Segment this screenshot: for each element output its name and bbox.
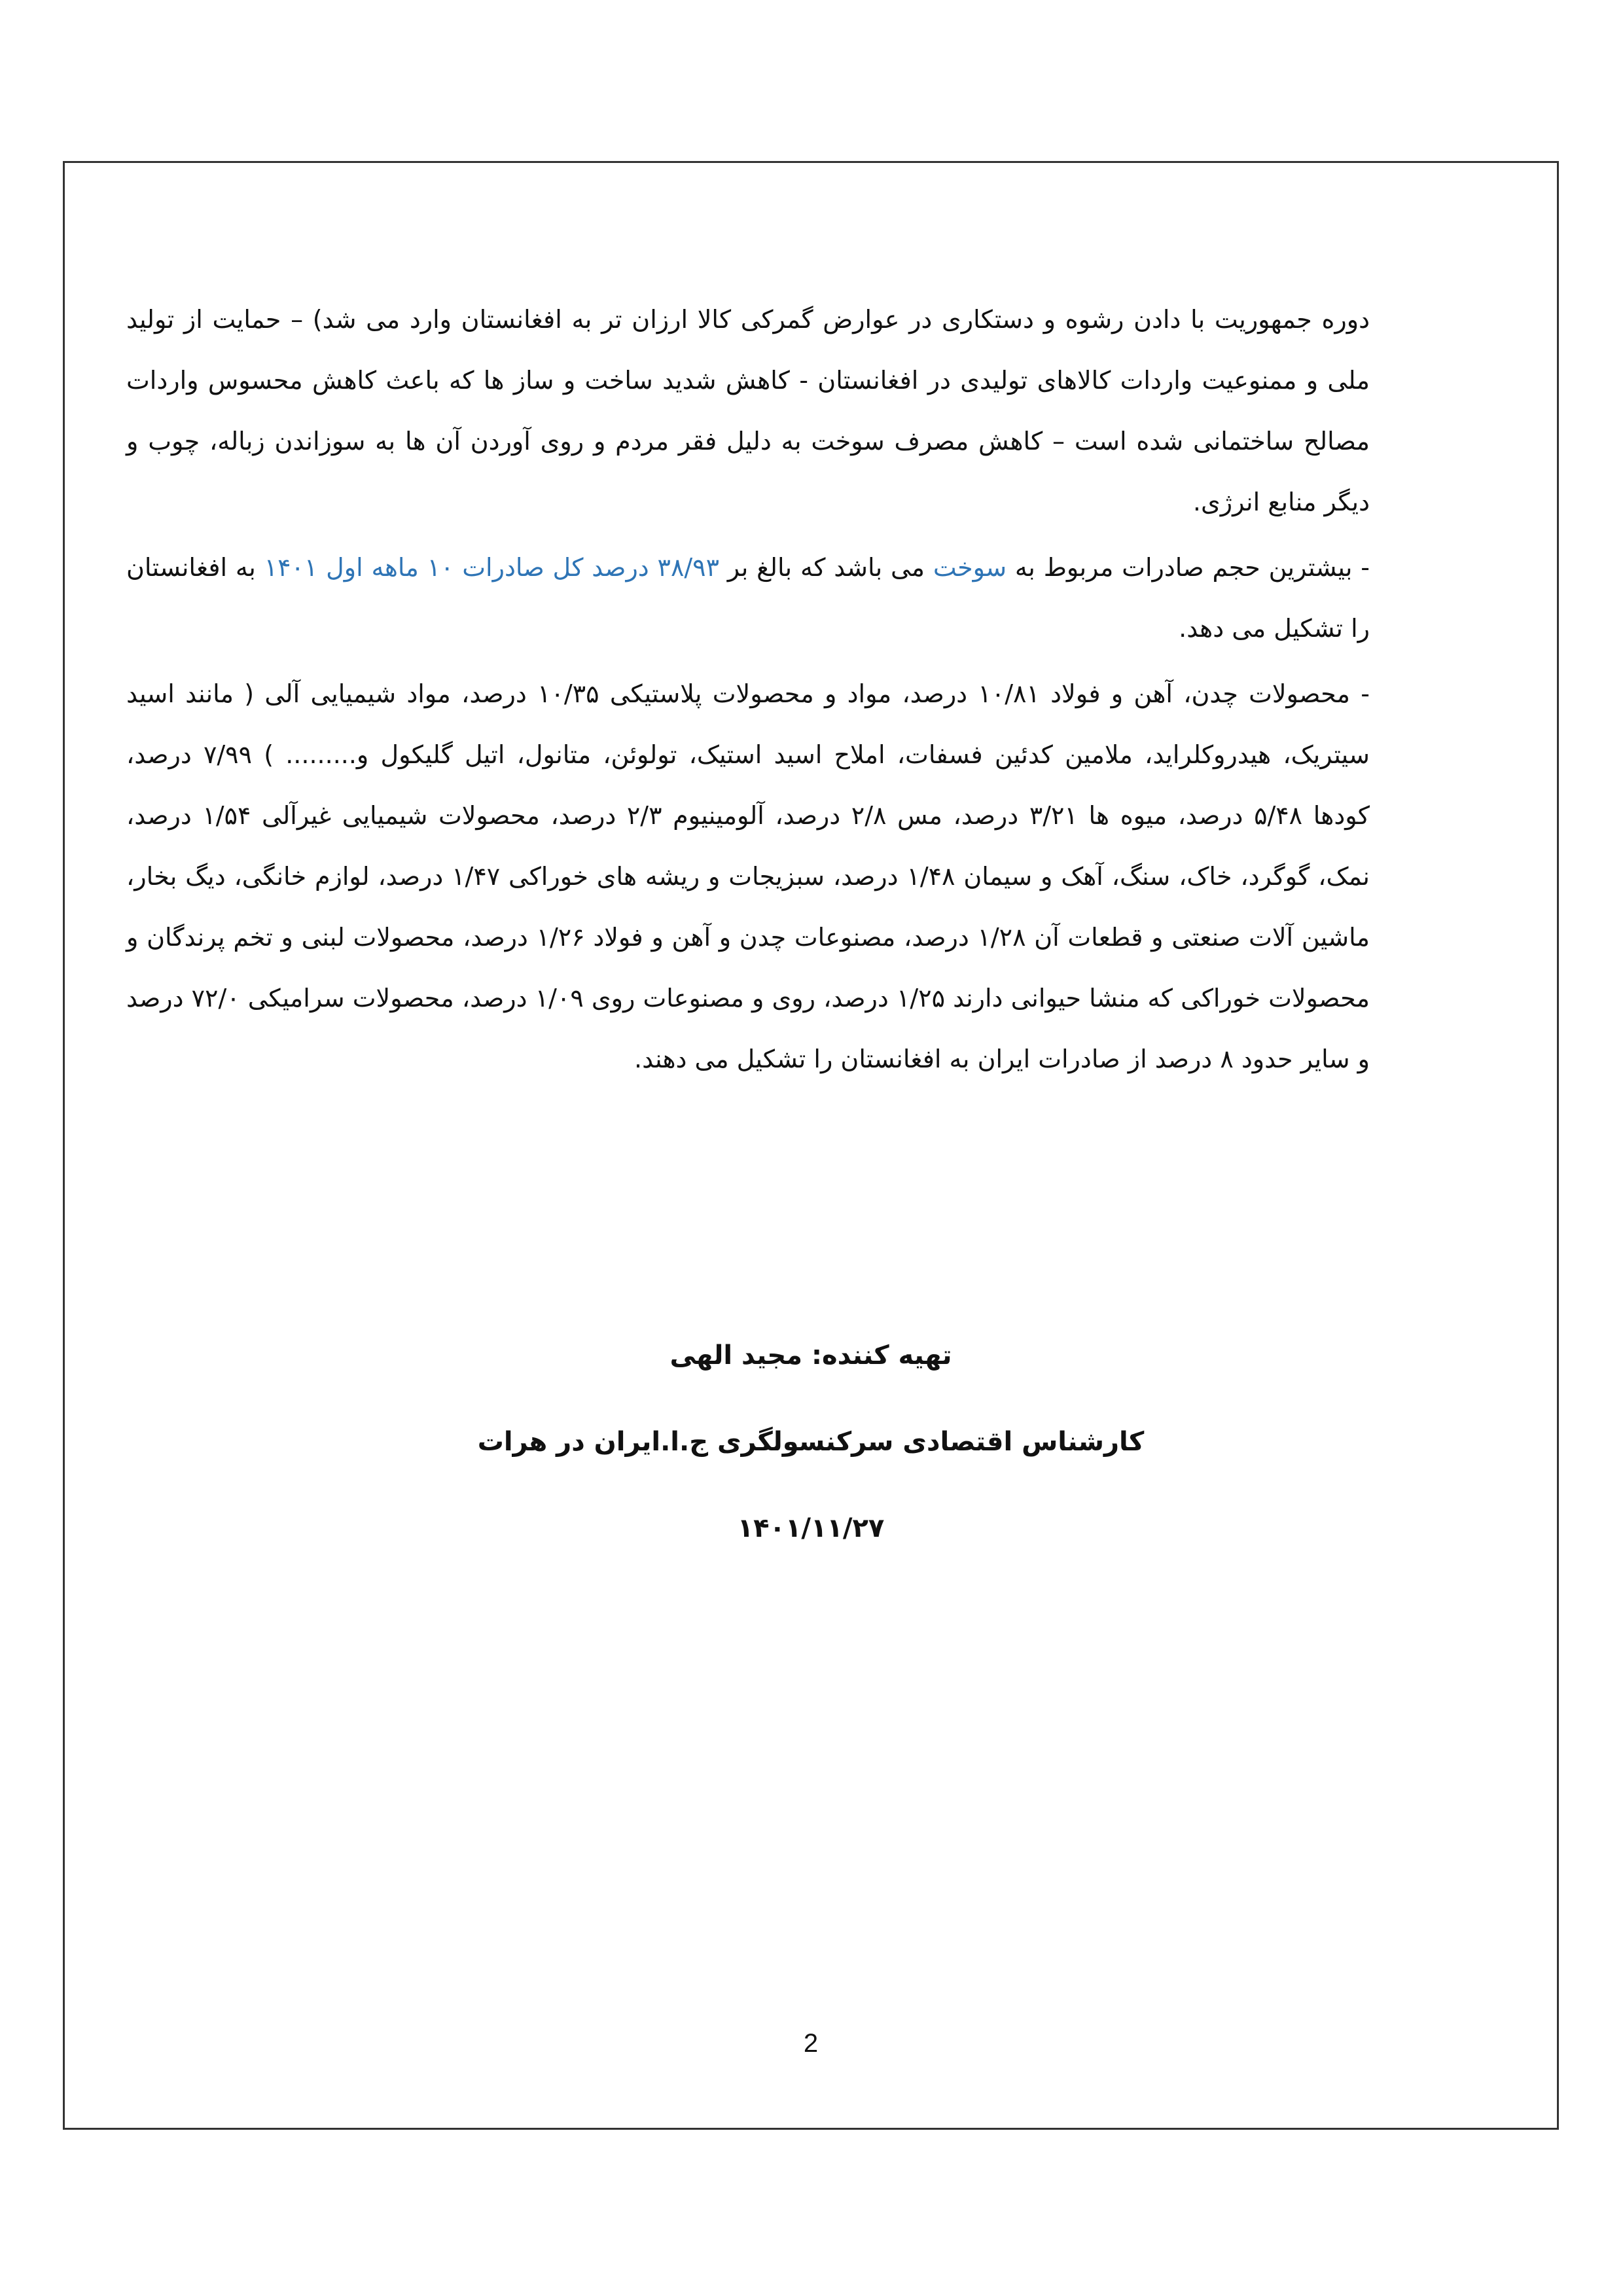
paragraph-product-shares: - محصولات چدن، آهن و فولاد ۱۰/۸۱ درصد، مواد و محصولات پلاستیکی ۱۰/۳۵ درصد، مواد شیمیایی آلی ( مانند اسید سیتریک، هیدروکلراید، ملامین کدئین فسفات، املاح اسید استیک، تولوئن، متانول، اتیل گلیکول و......... ) ۷/۹۹ درصد، کودها ۵/۴۸ درصد، میوه ها ۳/۲۱ درصد، مس ۲/۸ درصد، آلومینیوم ۲/۳ درصد، محصولات شیمیایی غیرآلی ۱/۵۴ درصد، نمک، گوگرد، خاک، سنگ، آهک و سیمان ۱/۴۸ درصد، سبزیجات و ریشه های خوراکی ۱/۴۷ درصد، لوازم خانگی، دیگ بخار، ماشین آلات صنعتی و قطعات آن ۱/۲۸ درصد، مصنوعات چدن و آهن و فولاد ۱/۲۶ درصد، محصولات لبنی و تخم پرندگان و محصولات خوراکی که منشا حیوانی دارند ۱/۲۵ درصد، روی و مصنوعات روی ۱/۰۹ درصد، محصولات سرامیکی ۷۲/۰ درصد و سایر حدود ۸ درصد از صادرات ایران به افغانستان را تشکیل می دهند. bbox=[126, 679, 1370, 1073]
fuel-mid-text: می باشد که بالغ بر bbox=[719, 553, 933, 582]
fuel-share-highlight: ۳۸/۹۳ درصد کل صادرات ۱۰ ماهه اول ۱۴۰۱ bbox=[264, 553, 719, 582]
paragraph-reasons: دوره جمهوریت با دادن رشوه و دستکاری در عوارض گمرکی کالا ارزان تر به افغانستان وارد می شد) – حمایت از تولید ملی و ممنوعیت واردات کالاهای تولیدی در افغانستان - کاهش شدید ساخت و ساز ها که باعث کاهش محسوس واردات مصالح ساختمانی شده است – کاهش مصرف سوخت به دلیل فقر مردم و روی آوردن آن ها به سوزاندن زباله، چوب و دیگر منابع انرژی. bbox=[126, 305, 1370, 516]
signature-date: ۱۴۰۱/۱۱/۲۷ bbox=[737, 1513, 885, 1543]
position-line: کارشناس اقتصادی سرکنسولگری ج.ا.ایران در هرات bbox=[477, 1427, 1145, 1457]
preparer-line: تهیه کننده: مجید الهی bbox=[669, 1340, 952, 1371]
fuel-lead-text: - بیشترین حجم صادرات مربوط به bbox=[1007, 553, 1370, 582]
document-body bbox=[126, 289, 1370, 1094]
page-number: 2 bbox=[803, 2029, 819, 2058]
fuel-tail-text: به افغانستان را تشکیل می دهد. bbox=[126, 553, 1370, 643]
fuel-highlight: سوخت bbox=[933, 553, 1007, 582]
paragraph-fuel-exports bbox=[126, 537, 1370, 659]
